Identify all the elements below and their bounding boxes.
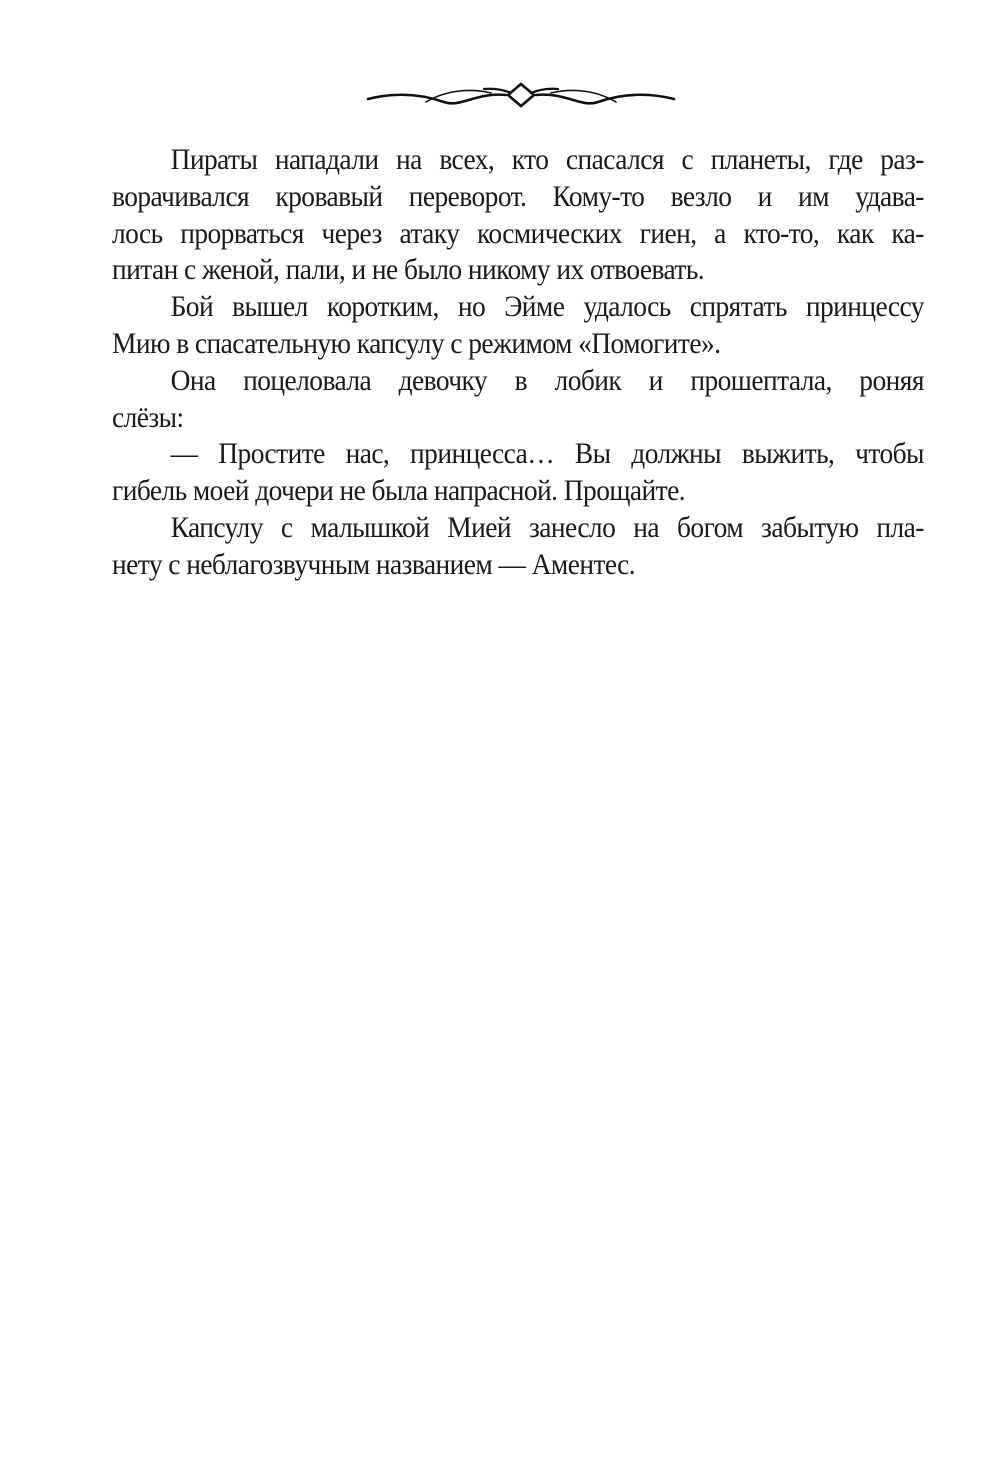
text-line: питан с женой, пали, и не было никому их отвоевать.: [112, 254, 705, 287]
text-line: ворачивался кровавый переворот. Кому-то везло и им удава-: [112, 180, 924, 213]
paragraph-1: [112, 142, 924, 289]
text-line: Капсулу с малышкой Мией занесло на богом забытую пла-: [170, 511, 924, 544]
text-line: гибель моей дочери не была напрасной. Прощайте.: [112, 475, 686, 508]
text-line: нету с неблагозвучным названием — Аментес.: [112, 548, 636, 581]
text-line: слёзы:: [112, 401, 184, 434]
text-line: лось прорваться через атаку космических гиен, а кто-то, как ка-: [112, 217, 924, 250]
text-line: Она поцеловала девочку в лобик и прошептала, роняя: [170, 364, 924, 397]
text-line: Пираты нападали на всех, кто спасался с планеты, где раз-: [170, 144, 924, 176]
text-line: — Простите нас, принцесса… Вы должны выжить, чтобы: [170, 438, 924, 471]
paragraph-2: [112, 289, 924, 363]
body-text: [112, 142, 924, 584]
paragraph-5: [112, 510, 924, 584]
paragraph-3: [112, 363, 924, 437]
text-line: Бой вышел коротким, но Эйме удалось спрятать принцессу: [170, 291, 924, 324]
paragraph-4-dialogue: [112, 436, 924, 510]
flourish-ornament-icon: [366, 82, 676, 110]
text-line: Мию в спасательную капсулу с режимом «Помогите».: [112, 327, 721, 360]
